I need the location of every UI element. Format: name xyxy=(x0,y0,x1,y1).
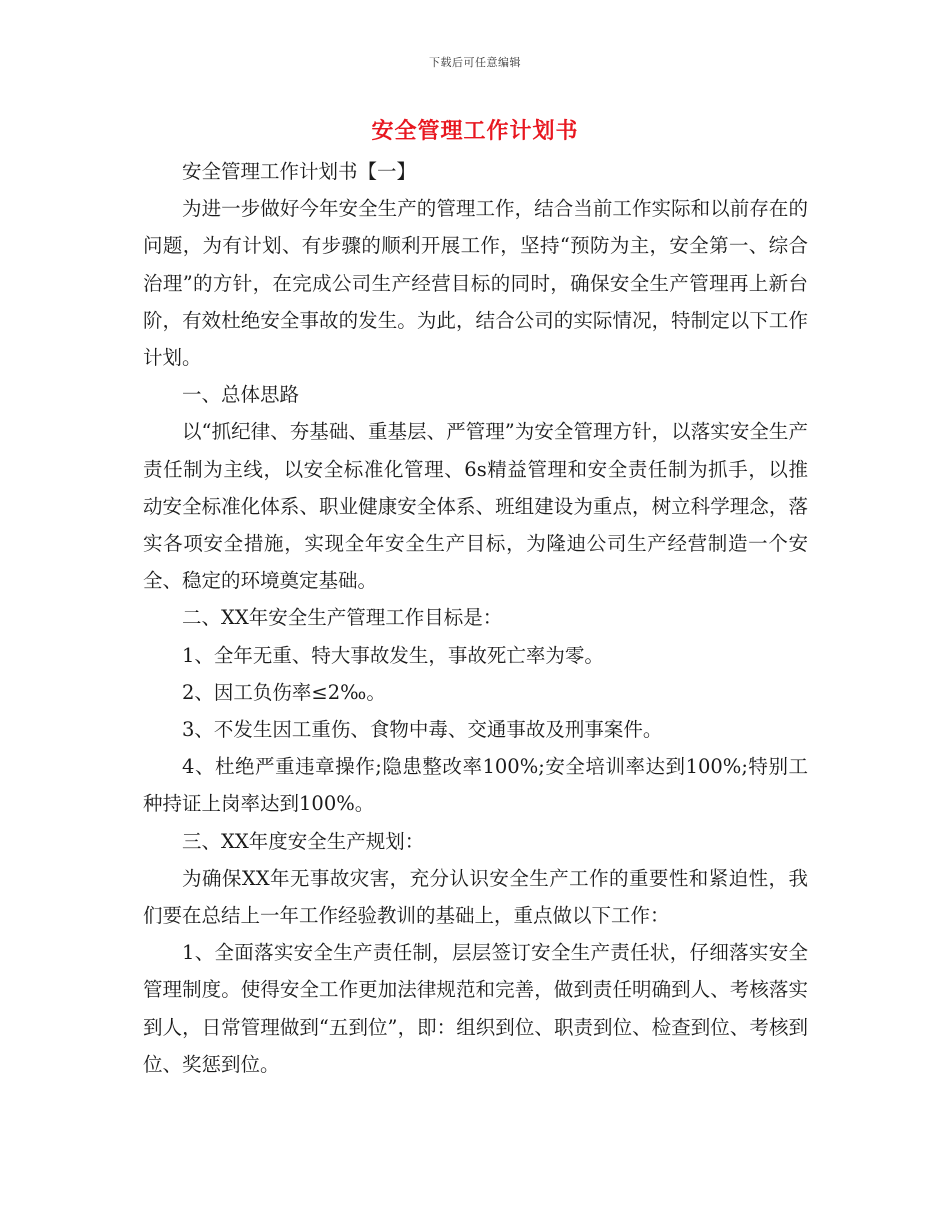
list-item: 1、全面落实安全生产责任制，层层签订安全生产责任状，仔细落实安全管理制度。使得安全工作更加法律规范和完善，做到责任明确到人、考核落实到人，日常管理做到“五到位”，即：组织到位、职责到位、检查到位、考核到位、奖惩到位。 xyxy=(143,941,808,1076)
body-paragraph: 以“抓纪律、夯基础、重基层、严管理”为安全管理方针，以落实安全生产责任制为主线，以安全标准化管理、6s精益管理和安全责任制为抓手，以推动安全标准化体系、职业健康安全体系、班组建设为重点，树立科学理念，落实各项安全措施，实现全年安全生产目标，为隆迪公司生产经营制造一个安全、稳定的环境奠定基础。 xyxy=(143,420,808,593)
intro-paragraph: 为进一步做好今年安全生产的管理工作，结合当前工作实际和以前存在的问题，为有计划、有步骤的顺利开展工作，坚持“预防为主，安全第一、综合治理”的方针，在完成公司生产经营目标的同时，确保安全生产管理再上新台阶，有效杜绝安全事故的发生。为此，结合公司的实际情况，特制定以下工作计划。 xyxy=(143,197,808,370)
section-heading: 二、XX年安全生产管理工作目标是： xyxy=(182,606,503,630)
header-note: 下载后可任意编辑 xyxy=(429,56,521,69)
section-heading: 三、XX年度安全生产规划： xyxy=(182,829,425,853)
list-item: 1、全年无重、特大事故发生，事故死亡率为零。 xyxy=(182,643,604,667)
list-item: 3、不发生因工重伤、食物中毒、交通事故及刑事案件。 xyxy=(182,718,663,742)
list-item: 2、因工负伤率≤2‰。 xyxy=(182,680,386,704)
section-heading: 一、总体思路 xyxy=(182,383,300,407)
list-item: 4、杜绝严重违章操作;隐患整改率100%;安全培训率达到100%;特别工种持证上岗率达到100%。 xyxy=(143,755,808,816)
body-paragraph: 为确保XX年无事故灾害，充分认识安全生产工作的重要性和紧迫性，我们要在总结上一年工作经验教训的基础上，重点做以下工作： xyxy=(143,866,808,928)
section-heading: 安全管理工作计划书【一】 xyxy=(182,160,417,183)
document-body xyxy=(143,153,808,1083)
document-title: 安全管理工作计划书 xyxy=(371,118,579,144)
